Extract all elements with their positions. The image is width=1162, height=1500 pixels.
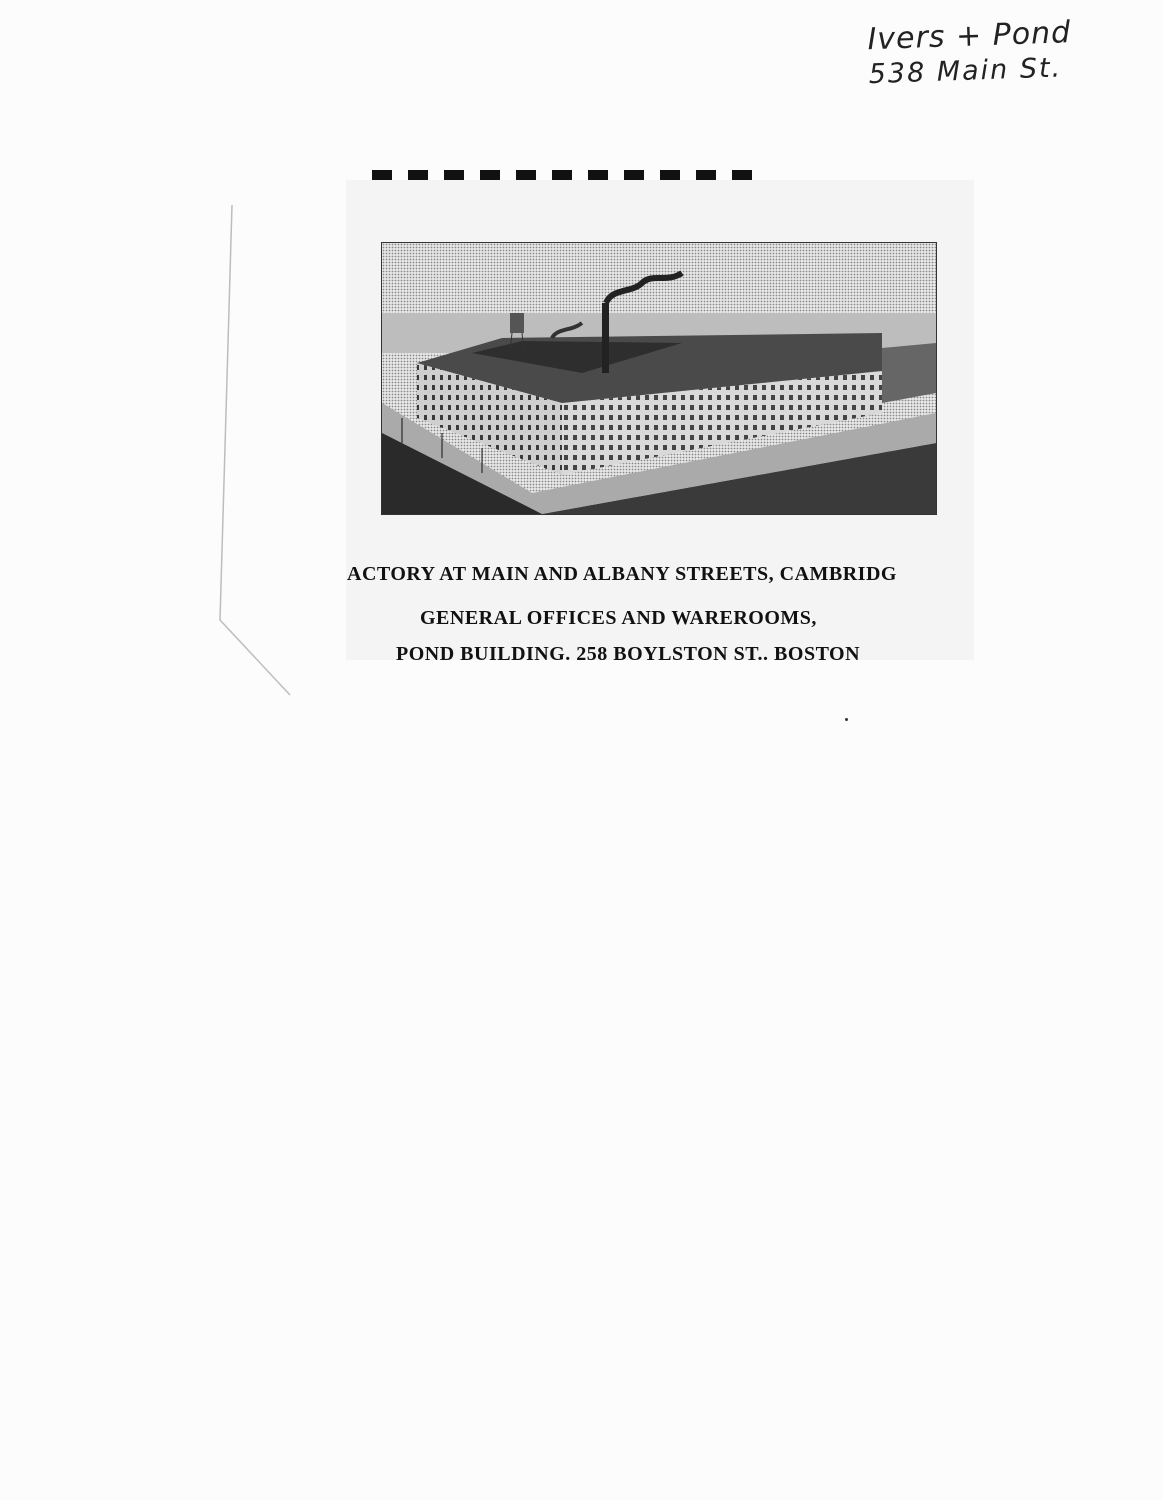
handwritten-note [867,14,1109,90]
note-line-1: Ivers + Pond [866,15,1072,58]
factory-illustration [382,243,936,514]
factory-photo [381,242,937,515]
scan-speck [845,718,848,721]
cut-off-heading-fragment [372,170,752,180]
caption-offices-heading: GENERAL OFFICES AND WAREROOMS, [420,607,817,629]
caption-address: POND BUILDING. 258 BOYLSTON ST.. BOSTON [396,643,861,665]
caption-factory-location: ACTORY AT MAIN AND ALBANY STREETS, CAMBRIDG [347,563,897,585]
note-line-2: 538 Main St. [868,52,1063,91]
